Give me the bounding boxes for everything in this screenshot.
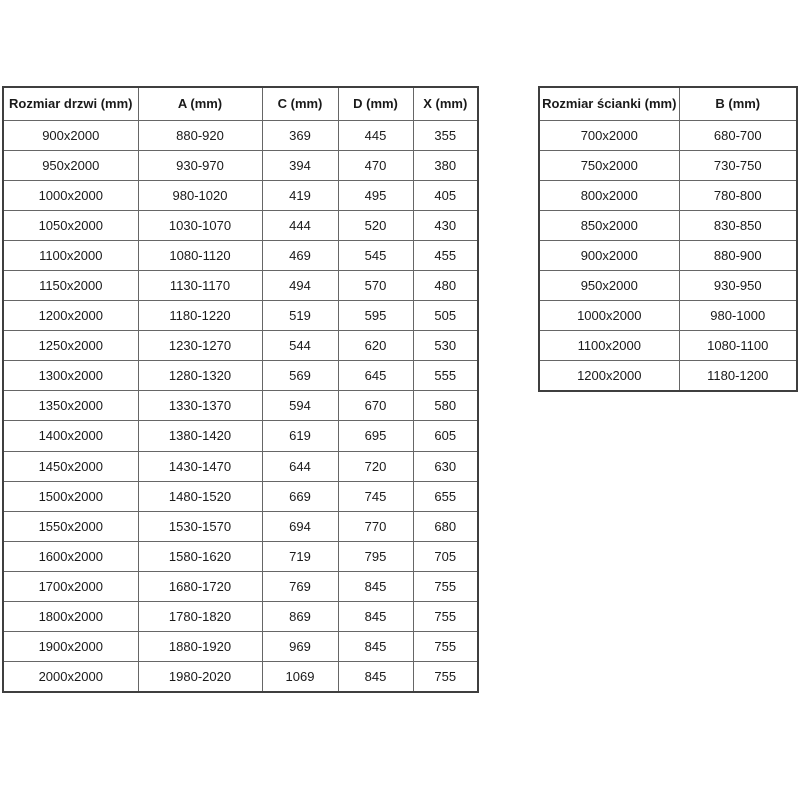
column-header: Rozmiar ścianki (mm) <box>539 87 679 120</box>
table-row <box>3 571 478 601</box>
column-header: D (mm) <box>338 87 413 120</box>
table-cell: 1069 <box>262 662 338 692</box>
table-cell: 480 <box>413 270 478 300</box>
table-cell: 520 <box>338 210 413 240</box>
table-cell: 1700x2000 <box>3 571 138 601</box>
table-cell: 1080-1100 <box>679 331 797 361</box>
table-cell: 455 <box>413 240 478 270</box>
table-cell: 669 <box>262 481 338 511</box>
table-row <box>3 150 478 180</box>
table-cell: 570 <box>338 270 413 300</box>
table-row <box>539 331 797 361</box>
table-cell: 545 <box>338 240 413 270</box>
table-cell: 880-920 <box>138 120 262 150</box>
table-cell: 694 <box>262 511 338 541</box>
table-cell: 1130-1170 <box>138 270 262 300</box>
table-row <box>3 301 478 331</box>
table-row <box>3 361 478 391</box>
table-cell: 580 <box>413 391 478 421</box>
table-cell: 969 <box>262 632 338 662</box>
table-cell: 569 <box>262 361 338 391</box>
table-cell: 1250x2000 <box>3 331 138 361</box>
table-cell: 620 <box>338 331 413 361</box>
table-cell: 1100x2000 <box>3 240 138 270</box>
table-cell: 1030-1070 <box>138 210 262 240</box>
table-cell: 680-700 <box>679 120 797 150</box>
table-row <box>3 632 478 662</box>
table-cell: 1350x2000 <box>3 391 138 421</box>
table-cell: 1480-1520 <box>138 481 262 511</box>
table-cell: 644 <box>262 451 338 481</box>
table-cell: 619 <box>262 421 338 451</box>
table-row <box>3 240 478 270</box>
table-row <box>3 120 478 150</box>
table-cell: 900x2000 <box>539 240 679 270</box>
table-cell: 755 <box>413 571 478 601</box>
table-cell: 1100x2000 <box>539 331 679 361</box>
table-cell: 1880-1920 <box>138 632 262 662</box>
table-row <box>3 270 478 300</box>
table-cell: 755 <box>413 632 478 662</box>
table-row <box>3 331 478 361</box>
table-cell: 1800x2000 <box>3 602 138 632</box>
table-cell: 755 <box>413 602 478 632</box>
table-cell: 719 <box>262 541 338 571</box>
door-size-table <box>2 86 479 693</box>
table-cell: 1900x2000 <box>3 632 138 662</box>
table-cell: 930-950 <box>679 270 797 300</box>
table-row <box>3 541 478 571</box>
table-cell: 1200x2000 <box>3 301 138 331</box>
table-cell: 555 <box>413 361 478 391</box>
table-cell: 800x2000 <box>539 180 679 210</box>
table-row <box>539 120 797 150</box>
table-cell: 1450x2000 <box>3 451 138 481</box>
table-cell: 845 <box>338 571 413 601</box>
table-cell: 1080-1120 <box>138 240 262 270</box>
table-cell: 495 <box>338 180 413 210</box>
table-cell: 770 <box>338 511 413 541</box>
table-row <box>3 210 478 240</box>
table-cell: 505 <box>413 301 478 331</box>
table-cell: 444 <box>262 210 338 240</box>
table-row <box>3 421 478 451</box>
table-cell: 670 <box>338 391 413 421</box>
table-row <box>3 511 478 541</box>
table-cell: 1180-1220 <box>138 301 262 331</box>
table-cell: 470 <box>338 150 413 180</box>
table-cell: 880-900 <box>679 240 797 270</box>
table-cell: 869 <box>262 602 338 632</box>
table-cell: 705 <box>413 541 478 571</box>
table-row <box>539 240 797 270</box>
table-cell: 1050x2000 <box>3 210 138 240</box>
column-header: C (mm) <box>262 87 338 120</box>
table-cell: 605 <box>413 421 478 451</box>
header-row <box>3 87 478 120</box>
table-cell: 980-1020 <box>138 180 262 210</box>
table-cell: 494 <box>262 270 338 300</box>
table-row <box>3 481 478 511</box>
wall-size-table <box>538 86 798 392</box>
table-cell: 780-800 <box>679 180 797 210</box>
table-cell: 830-850 <box>679 210 797 240</box>
table-cell: 700x2000 <box>539 120 679 150</box>
table-row <box>3 180 478 210</box>
table-cell: 1150x2000 <box>3 270 138 300</box>
table-cell: 369 <box>262 120 338 150</box>
table-cell: 419 <box>262 180 338 210</box>
table-cell: 1280-1320 <box>138 361 262 391</box>
table-cell: 1400x2000 <box>3 421 138 451</box>
table-row <box>539 301 797 331</box>
table-cell: 680 <box>413 511 478 541</box>
table-cell: 655 <box>413 481 478 511</box>
table-row <box>3 662 478 692</box>
table-cell: 544 <box>262 331 338 361</box>
table-cell: 845 <box>338 662 413 692</box>
table-row <box>539 361 797 391</box>
column-header: A (mm) <box>138 87 262 120</box>
table-cell: 795 <box>338 541 413 571</box>
table-cell: 1000x2000 <box>3 180 138 210</box>
table-cell: 1230-1270 <box>138 331 262 361</box>
table-cell: 1780-1820 <box>138 602 262 632</box>
table-cell: 469 <box>262 240 338 270</box>
table-cell: 1180-1200 <box>679 361 797 391</box>
table-row <box>539 150 797 180</box>
table-cell: 645 <box>338 361 413 391</box>
table-row <box>539 180 797 210</box>
table-row <box>3 451 478 481</box>
table-cell: 750x2000 <box>539 150 679 180</box>
table-cell: 1500x2000 <box>3 481 138 511</box>
table-cell: 850x2000 <box>539 210 679 240</box>
table-cell: 1330-1370 <box>138 391 262 421</box>
table-cell: 980-1000 <box>679 301 797 331</box>
table-cell: 1550x2000 <box>3 511 138 541</box>
table-cell: 430 <box>413 210 478 240</box>
table-cell: 900x2000 <box>3 120 138 150</box>
table-row <box>3 391 478 421</box>
table-cell: 755 <box>413 662 478 692</box>
table-cell: 594 <box>262 391 338 421</box>
table-cell: 845 <box>338 602 413 632</box>
table-cell: 2000x2000 <box>3 662 138 692</box>
table-cell: 845 <box>338 632 413 662</box>
table-cell: 1300x2000 <box>3 361 138 391</box>
table-cell: 769 <box>262 571 338 601</box>
table-cell: 445 <box>338 120 413 150</box>
table-cell: 380 <box>413 150 478 180</box>
table-cell: 405 <box>413 180 478 210</box>
table-row <box>3 602 478 632</box>
table-cell: 394 <box>262 150 338 180</box>
table-cell: 530 <box>413 331 478 361</box>
table-cell: 1380-1420 <box>138 421 262 451</box>
table-cell: 720 <box>338 451 413 481</box>
table-cell: 1980-2020 <box>138 662 262 692</box>
table-cell: 950x2000 <box>3 150 138 180</box>
column-header: B (mm) <box>679 87 797 120</box>
table-cell: 1600x2000 <box>3 541 138 571</box>
table-cell: 930-970 <box>138 150 262 180</box>
column-header: Rozmiar drzwi (mm) <box>3 87 138 120</box>
table-cell: 745 <box>338 481 413 511</box>
table-row <box>539 270 797 300</box>
table-cell: 730-750 <box>679 150 797 180</box>
table-cell: 1680-1720 <box>138 571 262 601</box>
table-cell: 355 <box>413 120 478 150</box>
table-cell: 1530-1570 <box>138 511 262 541</box>
table-cell: 1000x2000 <box>539 301 679 331</box>
table-cell: 1580-1620 <box>138 541 262 571</box>
column-header: X (mm) <box>413 87 478 120</box>
table-cell: 695 <box>338 421 413 451</box>
table-cell: 1200x2000 <box>539 361 679 391</box>
table-cell: 595 <box>338 301 413 331</box>
table-row <box>539 210 797 240</box>
table-cell: 950x2000 <box>539 270 679 300</box>
table-cell: 519 <box>262 301 338 331</box>
table-cell: 1430-1470 <box>138 451 262 481</box>
table-cell: 630 <box>413 451 478 481</box>
header-row <box>539 87 797 120</box>
